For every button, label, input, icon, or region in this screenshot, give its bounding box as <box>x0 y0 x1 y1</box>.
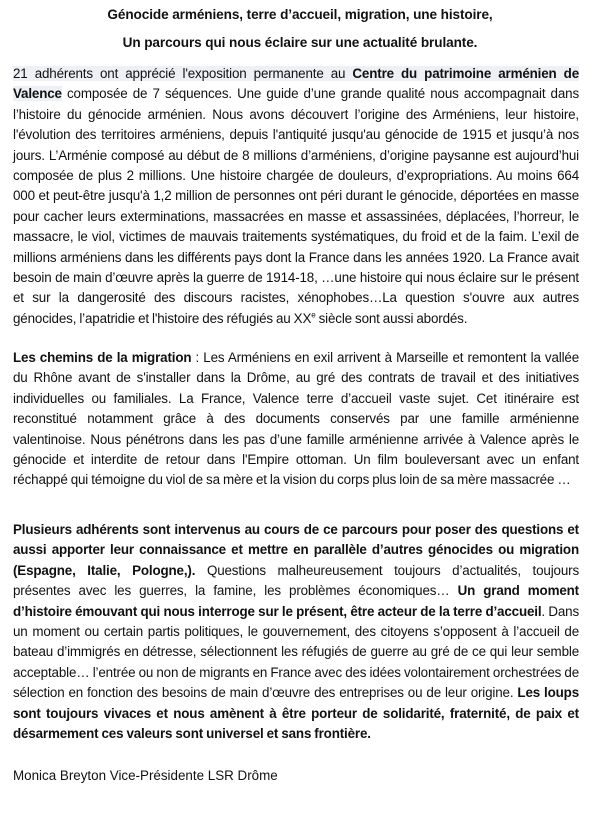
adherents-bold-conclusion: Les loups sont toujours vivaces et nous amènent à être porteur de solidarité, fraternité, de paix et désarmement ces valeurs sont universel et sans frontière. <box>13 685 579 742</box>
paragraph-exposition-end: siècle sont aussi abordés. <box>315 310 468 326</box>
paragraph-exposition-intro: 21 adhérents ont apprécié l'exposition permanente au <box>13 66 353 81</box>
title-line-2: Un parcours qui nous éclaire sur une actualité brulante. <box>122 35 478 50</box>
adherents-bold-moment: Un grand moment d’histoire émouvant qui nous interroge sur le présent, être acteur de la terre d’accueil <box>13 583 579 619</box>
paragraph-exposition <box>13 64 579 329</box>
adherents-text-2: . Dans un moment ou certain partis politiques, le gouvernement, des citoyens s’opposent à l’accueil de bateau d’immigrés en détresse, sélectionnent les réfugiés de guerre au gré de ce qui leur semble acceptable… l’entrée ou non de migrants en France avec des idées volontairement orchestrées de sélection en fonction des besoins de main d’œuvre des entreprises ou de leur origine. <box>13 603 579 701</box>
adherents-bold-intro: Plusieurs adhérents sont intervenus au cours de ce parcours pour poser des questions et aussi apporter leur connaissance et mettre en parallèle d’autres génocides ou migration (Espagne, Italie, Pologne,). <box>13 522 579 578</box>
paragraph-adherents <box>13 520 579 744</box>
adherents-text-1: Questions malheureusement toujours d’actualités, toujours présentes avec les guerres, la famine, les problèmes économiques… <box>13 562 579 599</box>
paragraph-migration <box>13 348 579 491</box>
centre-patrimoine-name: Centre du patrimoine arménien de Valence <box>13 66 579 102</box>
paragraph-migration-body: : Les Arméniens en exil arrivent à Marseille et remontent la vallée du Rhône avant de s'installer dans la Drôme, au gré des contrats de travail et des initiatives individuelles ou familiales. La France, Valence terre d’accueil vaste sujet. Cet itinéraire est reconstitué notamment grâce à des documents conservés par une famille arménienne valentinoise. Nous pénétrons dans les pas d’une famille arménienne arrivée à Valence après le génocide et interdite de retour dans l'Empire ottoman. Un film bouleversant avec un enfant réchappé qui témoigne du viol de sa mère et la vision du corps plus loin de sa mère massacrée … <box>13 350 579 488</box>
migration-heading: Les chemins de la migration <box>13 350 192 365</box>
title-line-1: Génocide arméniens, terre d’accueil, migration, une histoire, <box>107 7 493 22</box>
paragraph-exposition-body: composée de 7 séquences. Une guide d’une grande qualité nous accompagnait dans l’histoire du génocide arménien. Nous avons découvert l’origine des Arméniens, leur histoire, l'évolution des territoires arméniens, depuis l'antiquité jusqu'au génocide de 1915 et jusqu’à nos jours. L’Arménie composé au début de 8 millions d’arméniens, d’origine paysanne est aujourd’hui composée de plus 2 millions. Une histoire chargée de douleurs, d’expropriations. Au moins 664 000 et peut-être jusqu'à 1,2 million de personnes ont péri durant le génocide, déportées en masse pour cacher leurs exterminations, massacrées en masse et assassinées, déplacées, l’horreur, le massacre, le viol, victimes de mauvais traitements systématiques, du froid et de la faim. L’exil de millions arméniens dans les différents pays dont la France dans les années 1920. La France avait besoin de main d’œuvre après la guerre de 1914-18, …une histoire qui nous éclaire sur le présent et sur la dangerosité des discours racistes, xénophobes…La question s'ouvre aux autres génocides, l’apatridie et l'histoire des réfugiés au XX <box>13 86 579 326</box>
signature: Monica Breyton Vice-Présidente LSR Drôme <box>13 768 278 783</box>
century-superscript: e <box>311 310 316 320</box>
